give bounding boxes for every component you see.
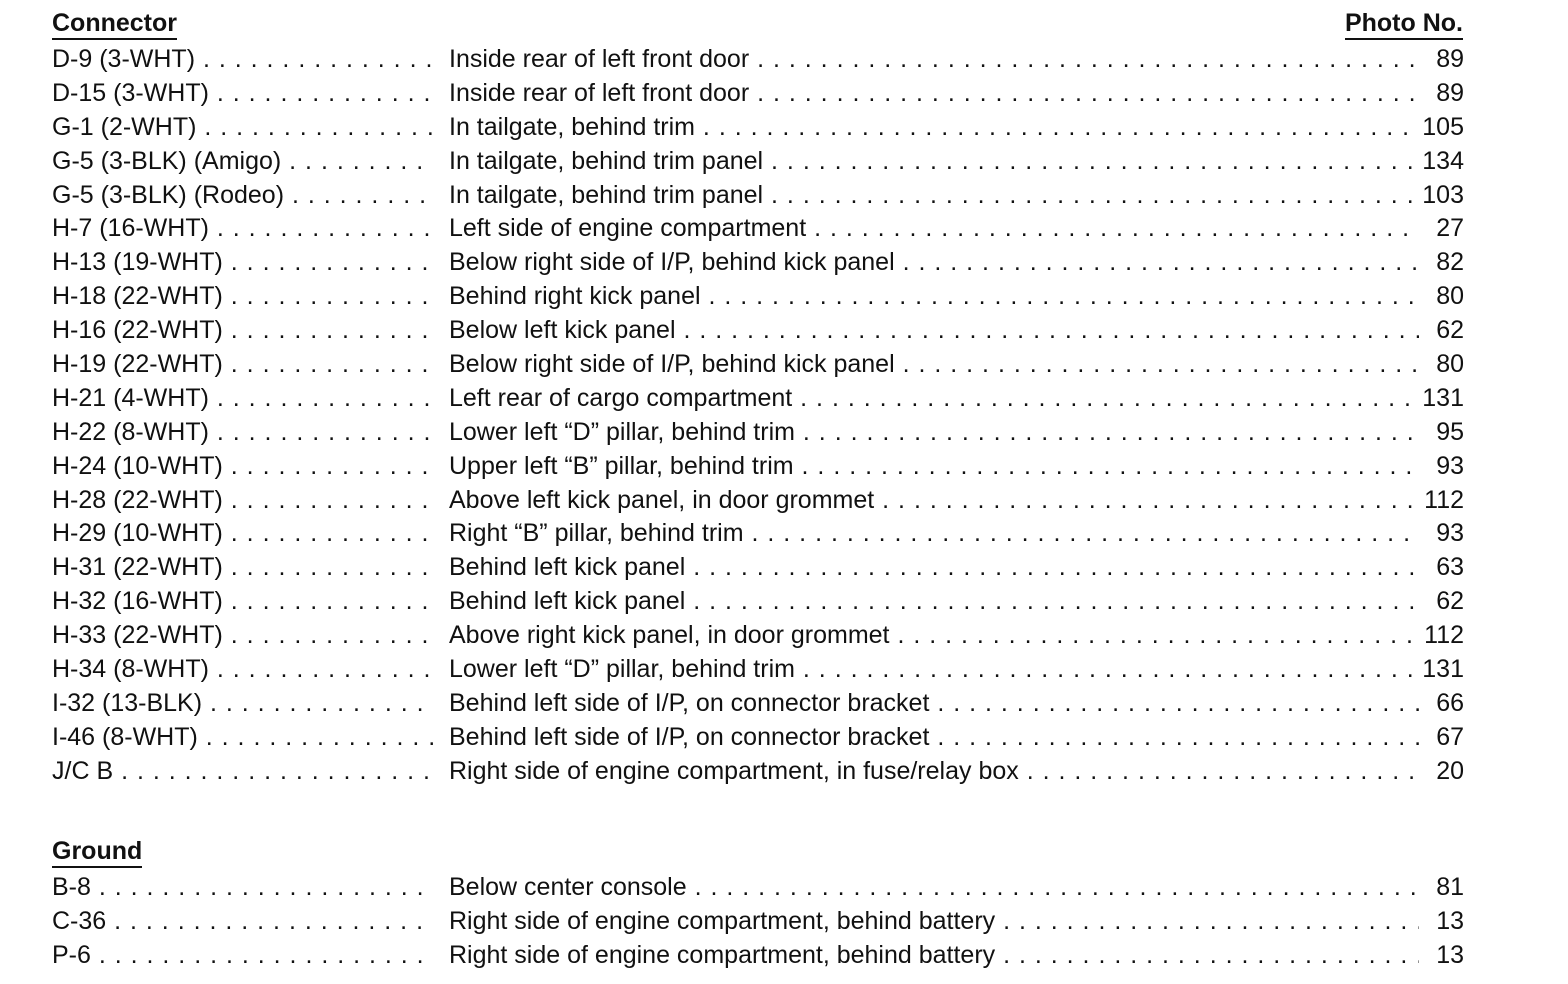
- connector-row-id: I-32 (13-BLK) . . .: [52, 689, 434, 717]
- connector-row: [52, 45, 1464, 79]
- connector-row-id: H-32 (16-WHT) . . .: [52, 587, 434, 615]
- ground-row-location: Below center console . . .: [449, 873, 1419, 901]
- connector-row-id: H-21 (4-WHT) . . .: [52, 384, 434, 412]
- connector-row-leader: [52, 587, 434, 615]
- connector-row-leader: [52, 147, 434, 175]
- connector-row-leader: [52, 553, 434, 581]
- connector-row-location-leader: [449, 282, 1419, 310]
- connector-row-photo-number: 93: [1419, 519, 1464, 547]
- connector-row-id: H-29 (10-WHT) . . .: [52, 519, 434, 547]
- connector-row-location-leader: [449, 248, 1419, 276]
- connector-row-leader: [52, 350, 434, 378]
- connector-row-id: H-28 (22-WHT) . . .: [52, 486, 434, 514]
- connector-row-location-leader: [449, 621, 1419, 649]
- connector-row-photo-number: 80: [1419, 282, 1464, 310]
- ground-row-location: Right side of engine compartment, behind battery . . .: [449, 941, 1419, 969]
- connector-row-photo-number: 66: [1419, 689, 1464, 717]
- connector-row-location: Behind left side of I/P, on connector bracket . . .: [449, 723, 1419, 751]
- connector-row-location-leader: [449, 689, 1419, 717]
- connector-list: [52, 45, 1464, 791]
- connector-row-id: D-15 (3-WHT) . . .: [52, 79, 434, 107]
- connector-row: [52, 486, 1464, 520]
- connector-row-id: I-46 (8-WHT) . . .: [52, 723, 434, 751]
- ground-list: [52, 873, 1464, 975]
- ground-row-leader: [52, 941, 434, 969]
- connector-row-id: G-5 (3-BLK) (Amigo) . . .: [52, 147, 434, 175]
- connector-row-location-leader: [449, 452, 1419, 480]
- connector-row-leader: [52, 214, 434, 242]
- connector-row-location-leader: [449, 147, 1419, 175]
- connector-row: [52, 282, 1464, 316]
- connector-row-location-leader: [449, 316, 1419, 344]
- connector-row-photo-number: 27: [1419, 214, 1464, 242]
- connector-row-photo-number: 82: [1419, 248, 1464, 276]
- connector-row-location: Inside rear of left front door . . .: [449, 79, 1419, 107]
- connector-row-location: Right “B” pillar, behind trim . . .: [449, 519, 1419, 547]
- connector-row-location-leader: [449, 181, 1419, 209]
- connector-row-location: Behind left side of I/P, on connector bracket . . .: [449, 689, 1419, 717]
- connector-row: [52, 79, 1464, 113]
- ground-row-leader: [52, 907, 434, 935]
- connector-row: [52, 113, 1464, 147]
- connector-row-leader: [52, 689, 434, 717]
- connector-row-id: H-34 (8-WHT) . . .: [52, 655, 434, 683]
- connector-row-id: D-9 (3-WHT) . . .: [52, 45, 434, 73]
- connector-row-location-leader: [449, 486, 1419, 514]
- ground-row: [52, 873, 1464, 907]
- connector-row: [52, 316, 1464, 350]
- connector-row-id: H-16 (22-WHT) . . .: [52, 316, 434, 344]
- connector-row-id: H-7 (16-WHT) . . .: [52, 214, 434, 242]
- ground-row-photo-number: 13: [1419, 907, 1464, 935]
- connector-row-location-leader: [449, 553, 1419, 581]
- connector-row-photo-number: 112: [1419, 486, 1464, 514]
- connector-row: [52, 181, 1464, 215]
- connector-row-location-leader: [449, 723, 1419, 751]
- connector-row-photo-number: 93: [1419, 452, 1464, 480]
- connector-row: [52, 452, 1464, 486]
- connector-row-location-leader: [449, 79, 1419, 107]
- connector-row-leader: [52, 418, 434, 446]
- connector-row-id: J/C B . . .: [52, 757, 434, 785]
- connector-row: [52, 723, 1464, 757]
- connector-row-leader: [52, 181, 434, 209]
- connector-row-leader: [52, 655, 434, 683]
- ground-row-location-leader: [449, 941, 1419, 969]
- connector-row-id: H-24 (10-WHT) . . .: [52, 452, 434, 480]
- connector-row-location-leader: [449, 655, 1419, 683]
- connector-row-id: H-22 (8-WHT) . . .: [52, 418, 434, 446]
- connector-row-photo-number: 134: [1419, 147, 1464, 175]
- connector-row: [52, 214, 1464, 248]
- ground-row-location-leader: [449, 873, 1419, 901]
- connector-row-location-leader: [449, 350, 1419, 378]
- connector-row-id: H-18 (22-WHT) . . .: [52, 282, 434, 310]
- connector-row-photo-number: 89: [1419, 45, 1464, 73]
- connector-row-location: Below right side of I/P, behind kick panel . . .: [449, 350, 1419, 378]
- connector-row-leader: [52, 621, 434, 649]
- connector-row-photo-number: 103: [1419, 181, 1464, 209]
- connector-row-location-leader: [449, 384, 1419, 412]
- ground-row: [52, 907, 1464, 941]
- connector-row: [52, 689, 1464, 723]
- ground-row: [52, 941, 1464, 975]
- connector-row-leader: [52, 486, 434, 514]
- connector-row-location-leader: [449, 113, 1419, 141]
- connector-row-location-leader: [449, 519, 1419, 547]
- photo-no-header: Photo No.: [1345, 9, 1463, 40]
- connector-row-id: G-5 (3-BLK) (Rodeo) . . .: [52, 181, 434, 209]
- connector-row-photo-number: 105: [1419, 113, 1464, 141]
- ground-row-leader: [52, 873, 434, 901]
- connector-row: [52, 248, 1464, 282]
- ground-row-id: C-36 . . .: [52, 907, 434, 935]
- ground-row-photo-number: 81: [1419, 873, 1464, 901]
- connector-row-location: In tailgate, behind trim . . .: [449, 113, 1419, 141]
- connector-row: [52, 553, 1464, 587]
- connector-header: Connector: [52, 9, 177, 40]
- connector-row-id: H-19 (22-WHT) . . .: [52, 350, 434, 378]
- connector-row-photo-number: 80: [1419, 350, 1464, 378]
- connector-row-location: Below left kick panel . . .: [449, 316, 1419, 344]
- connector-row-location: Right side of engine compartment, in fuse/relay box . . .: [449, 757, 1419, 785]
- connector-row-photo-number: 131: [1419, 384, 1464, 412]
- connector-row: [52, 147, 1464, 181]
- connector-row: [52, 418, 1464, 452]
- connector-row-leader: [52, 45, 434, 73]
- connector-row-location: Below right side of I/P, behind kick panel . . .: [449, 248, 1419, 276]
- connector-row-photo-number: 63: [1419, 553, 1464, 581]
- connector-row-leader: [52, 316, 434, 344]
- ground-row-location: Right side of engine compartment, behind battery . . .: [449, 907, 1419, 935]
- connector-row-location: Above left kick panel, in door grommet . . .: [449, 486, 1419, 514]
- connector-row-location: In tailgate, behind trim panel . . .: [449, 147, 1419, 175]
- connector-row-leader: [52, 282, 434, 310]
- connector-row-leader: [52, 248, 434, 276]
- connector-row-id: G-1 (2-WHT) . . .: [52, 113, 434, 141]
- connector-row-location-leader: [449, 214, 1419, 242]
- ground-row-location-leader: [449, 907, 1419, 935]
- connector-row-location-leader: [449, 587, 1419, 615]
- connector-row-location: In tailgate, behind trim panel . . .: [449, 181, 1419, 209]
- connector-row-id: H-31 (22-WHT) . . .: [52, 553, 434, 581]
- ground-row-id: P-6 . . .: [52, 941, 434, 969]
- connector-row: [52, 621, 1464, 655]
- connector-row-photo-number: 62: [1419, 316, 1464, 344]
- ground-row-photo-number: 13: [1419, 941, 1464, 969]
- connector-row-leader: [52, 79, 434, 107]
- connector-row-photo-number: 20: [1419, 757, 1464, 785]
- connector-row-location: Left rear of cargo compartment . . .: [449, 384, 1419, 412]
- connector-row-location: Behind left kick panel . . .: [449, 587, 1419, 615]
- connector-row: [52, 757, 1464, 791]
- connector-row-id: H-33 (22-WHT) . . .: [52, 621, 434, 649]
- connector-row: [52, 350, 1464, 384]
- connector-row-location: Lower left “D” pillar, behind trim . . .: [449, 655, 1419, 683]
- connector-row-photo-number: 112: [1419, 621, 1464, 649]
- connector-row-location-leader: [449, 418, 1419, 446]
- connector-row: [52, 384, 1464, 418]
- connector-row-location: Behind right kick panel . . .: [449, 282, 1419, 310]
- connector-row-photo-number: 89: [1419, 79, 1464, 107]
- connector-row-id: H-13 (19-WHT) . . .: [52, 248, 434, 276]
- connector-row-location: Behind left kick panel . . .: [449, 553, 1419, 581]
- connector-row-leader: [52, 757, 434, 785]
- connector-row-location: Inside rear of left front door . . .: [449, 45, 1419, 73]
- connector-row-leader: [52, 452, 434, 480]
- connector-row: [52, 519, 1464, 553]
- connector-row-leader: [52, 113, 434, 141]
- connector-row-photo-number: 62: [1419, 587, 1464, 615]
- connector-row-leader: [52, 519, 434, 547]
- connector-row-location: Left side of engine compartment . . .: [449, 214, 1419, 242]
- connector-row-location: Above right kick panel, in door grommet . . .: [449, 621, 1419, 649]
- connector-row-location: Lower left “D” pillar, behind trim . . .: [449, 418, 1419, 446]
- ground-row-id: B-8 . . .: [52, 873, 434, 901]
- connector-row: [52, 655, 1464, 689]
- connector-row-location: Upper left “B” pillar, behind trim . . .: [449, 452, 1419, 480]
- connector-row-leader: [52, 723, 434, 751]
- ground-header: Ground: [52, 837, 142, 868]
- connector-row-photo-number: 131: [1419, 655, 1464, 683]
- connector-row-photo-number: 95: [1419, 418, 1464, 446]
- connector-row: [52, 587, 1464, 621]
- connector-row-location-leader: [449, 45, 1419, 73]
- connector-row-photo-number: 67: [1419, 723, 1464, 751]
- connector-row-location-leader: [449, 757, 1419, 785]
- connector-row-leader: [52, 384, 434, 412]
